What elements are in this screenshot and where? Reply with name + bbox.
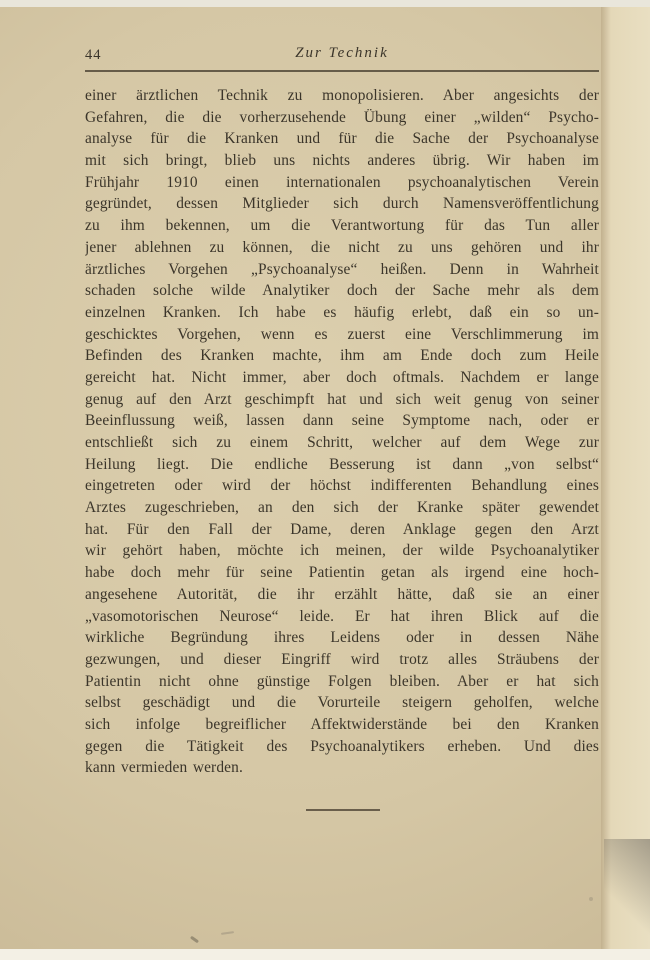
text-line: wir gehört haben, möchte ich meinen, der wilde Psychoanalytiker bbox=[85, 542, 599, 560]
text-line: mit sich bringt, blieb uns nichts anderes übrig. Wir haben im bbox=[85, 152, 599, 170]
text-line: genug auf den Arzt geschimpft hat und sich weit genug von seiner bbox=[85, 390, 599, 408]
text-line: analyse für die Kranken und für die Sache der Psychoanalyse bbox=[85, 130, 599, 148]
text-line: zu ihm bekennen, um die Verantwortung für das Tun aller bbox=[85, 217, 599, 235]
text-line: habe doch mehr für seine Patientin getan als irgend eine hoch- bbox=[85, 564, 599, 582]
text-line: Frühjahr 1910 einen internationalen psychoanalytischen Verein bbox=[85, 173, 599, 191]
text-line: Gefahren, die die vorherzusehende Übung einer „wilden“ Psycho- bbox=[85, 108, 599, 126]
text-line: angesehene Autorität, die ihr erzählt hätte, daß sie an einer bbox=[85, 585, 599, 603]
page-edge-right bbox=[601, 7, 650, 949]
text-line: hat. Für den Fall der Dame, deren Anklage gegen den Arzt bbox=[85, 520, 599, 538]
text-line: gegen die Tätigkeit des Psychoanalytikers erheben. Und dies bbox=[85, 737, 599, 755]
page-edge-bottom bbox=[0, 949, 650, 960]
body-text bbox=[85, 85, 599, 779]
text-line: gezwungen, und dieser Eingriff wird trotz alles Sträubens der bbox=[85, 650, 599, 668]
header-rule bbox=[85, 70, 599, 72]
text-line: entschließt sich zu einem Schritt, welcher auf dem Wege zur bbox=[85, 434, 599, 451]
text-line: jener ablehnen zu können, die nicht zu uns gehören und ihr bbox=[85, 238, 599, 256]
page-content bbox=[85, 44, 599, 811]
text-line: wirkliche Begründung ihres Leidens oder in dessen Nähe bbox=[85, 629, 599, 647]
text-line: selbst geschädigt und die Vorurteile steigern geholfen, welche bbox=[85, 694, 599, 712]
section-end-rule bbox=[306, 809, 380, 811]
running-head: Zur Technik bbox=[295, 45, 389, 61]
paper-speck bbox=[589, 897, 593, 901]
text-line: kann vermieden werden. bbox=[85, 759, 244, 777]
text-line: gereicht hat. Nicht immer, aber doch oftmals. Nachdem er lange bbox=[85, 368, 599, 386]
text-line: sich infolge begreiflicher Affektwiderstände bei den Kranken bbox=[85, 715, 599, 733]
text-line: Beeinflussung weiß, lassen dann seine Symptome nach, oder er bbox=[85, 412, 599, 430]
text-line: geschicktes Vorgehen, wenn es zuerst eine Verschlimmerung im bbox=[85, 325, 599, 343]
corner-shadow bbox=[604, 839, 650, 949]
text-line: einzelnen Kranken. Ich habe es häufig erlebt, daß ein so un- bbox=[85, 303, 599, 321]
text-line: gegründet, dessen Mitglieder sich durch Namensveröffentlichung bbox=[85, 195, 599, 213]
page-number: 44 bbox=[85, 47, 102, 63]
text-line: Heilung liegt. Die endliche Besserung ist dann „von selbst“ bbox=[85, 455, 599, 473]
text-line: „vasomotorischen Neurose“ leide. Er hat ihren Blick auf die bbox=[85, 607, 599, 625]
text-line: schaden solche wilde Analytiker doch der Sache mehr als dem bbox=[85, 282, 599, 300]
page-header bbox=[85, 44, 599, 66]
text-line: einer ärztlichen Technik zu monopolisieren. Aber angesichts der bbox=[85, 87, 599, 104]
text-line: Arztes zugeschrieben, an den sich der Kranke später gewendet bbox=[85, 499, 599, 517]
text-line: Befinden des Kranken machte, ihm am Ende doch zum Heile bbox=[85, 347, 599, 365]
page-edge-top bbox=[0, 0, 650, 7]
text-line: eingetreten oder wird der höchst indifferenten Behandlung eines bbox=[85, 477, 599, 495]
text-line: ärztliches Vorgehen „Psychoanalyse“ heißen. Denn in Wahrheit bbox=[85, 260, 599, 278]
text-line: Patientin nicht ohne günstige Folgen bleiben. Aber er hat sich bbox=[85, 672, 599, 690]
